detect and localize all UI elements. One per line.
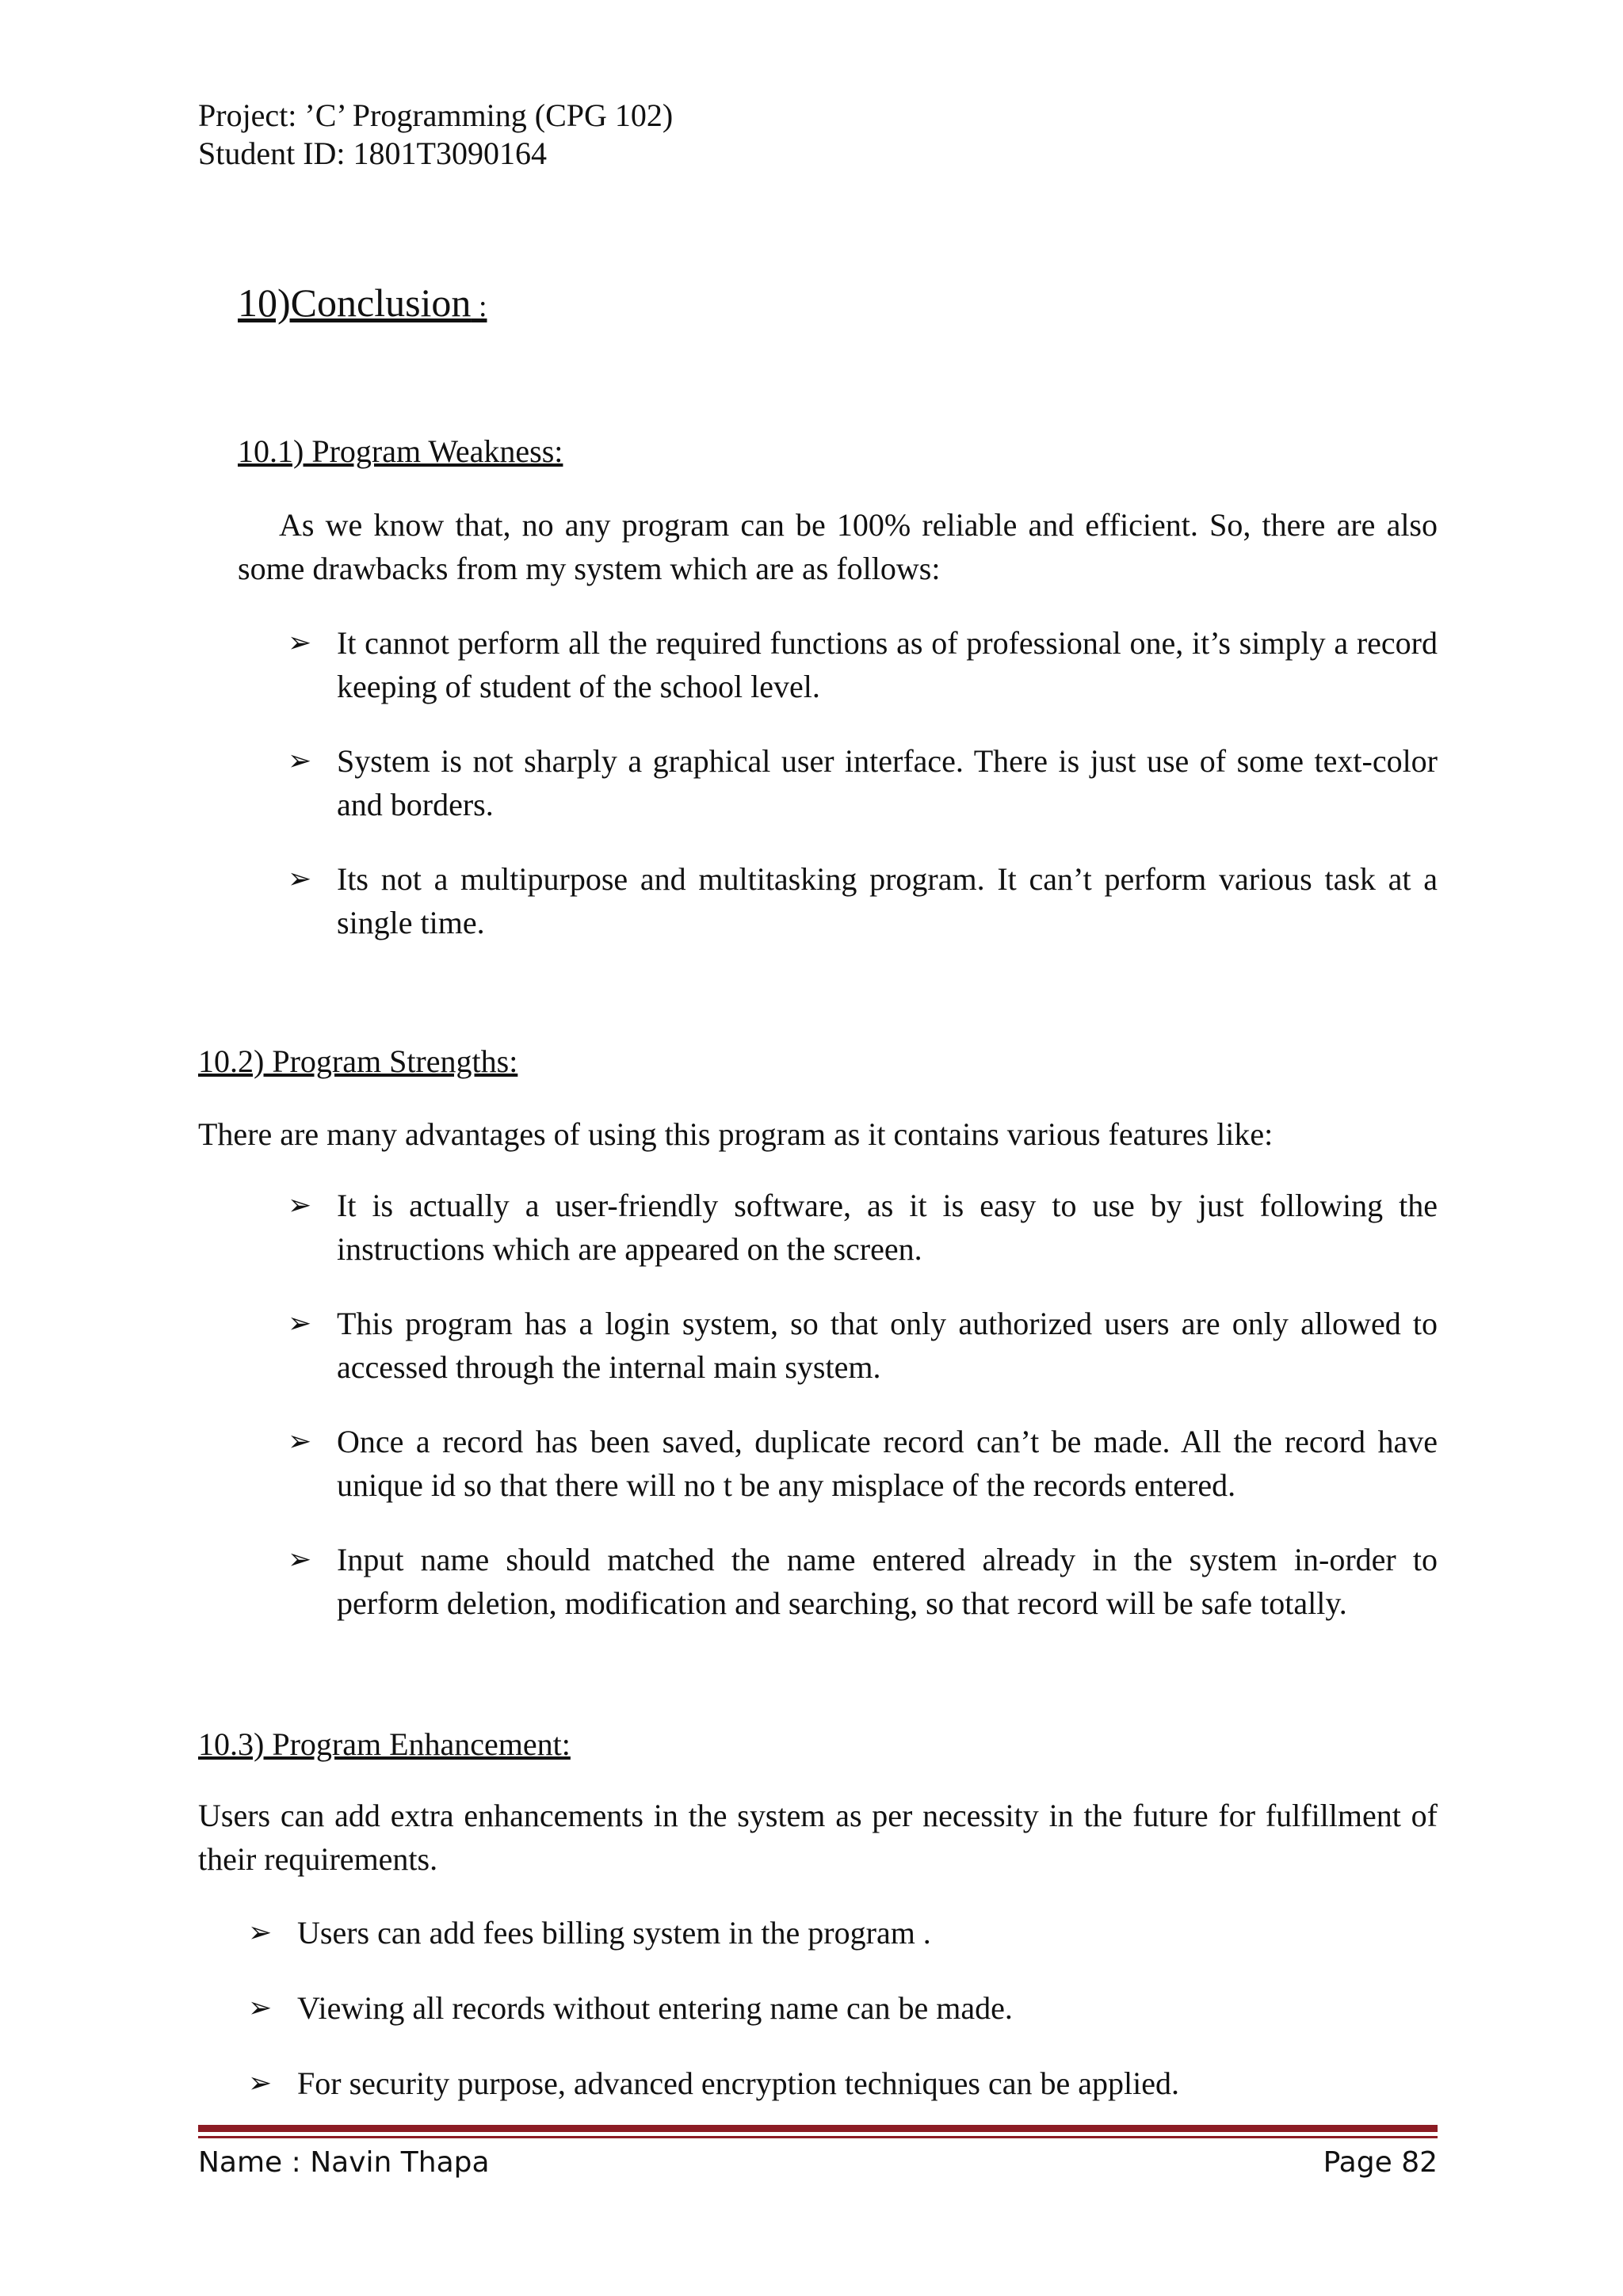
strengths-item [288,1184,1438,1271]
enhancement-item-text: For security purpose, advanced encryption techniques can be applied. [297,2065,1179,2101]
strengths-intro: There are many advantages of using this program as it contains various features like: [198,1116,1274,1152]
author-name: Name : Navin Thapa [198,2146,490,2179]
arrow-bullet-icon: ➢ [288,1189,312,1222]
weakness-intro: As we know that, no any program can be 100% reliable and efficient. So, there are also some drawbacks from my system which are as follows: [238,507,1438,586]
strengths-item [288,1420,1438,1507]
conclusion-heading [238,279,487,330]
conclusion-title: 10)Conclusion [238,280,472,325]
weakness-item [288,621,1438,708]
arrow-bullet-icon: ➢ [248,2067,273,2100]
arrow-bullet-icon: ➢ [288,745,312,777]
page-number: Page 82 [1323,2146,1438,2179]
strengths-item-text: It is actually a user-friendly software, as it is easy to use by just following the instructions which are appeared on the screen. [337,1188,1438,1267]
weakness-item-text: Its not a multipurpose and multitasking program. It can’t perform various task at a single time. [337,861,1438,940]
strengths-item [288,1302,1438,1389]
page-footer [198,2144,1438,2182]
enhancement-heading: 10.3) Program Enhancement: [198,1726,571,1762]
enhancement-item [248,1911,1438,1955]
weakness-item [288,739,1438,826]
enhancement-item [248,2061,1438,2105]
project-title: Project: ’C’ Programming (CPG 102) [198,97,674,133]
footer-rule-thin [198,2136,1438,2138]
arrow-bullet-icon: ➢ [288,1425,312,1458]
enhancement-item-text: Users can add fees billing system in the program . [297,1915,931,1951]
conclusion-colon: : [471,290,487,323]
weakness-item-text: System is not sharply a graphical user interface. There is just use of some text-color and borders. [337,743,1438,822]
strengths-item-text: Once a record has been saved, duplicate record can’t be made. All the record have unique id so that there will no t be any misplace of the records entered. [337,1424,1438,1503]
strengths-item-text: This program has a login system, so that only authorized users are only allowed to accessed through the internal main system. [337,1306,1438,1385]
arrow-bullet-icon: ➢ [248,1917,273,1949]
weakness-item-text: It cannot perform all the required functions as of professional one, it’s simply a record keeping of student of the school level. [337,625,1438,704]
strengths-item [288,1538,1438,1625]
arrow-bullet-icon: ➢ [288,627,312,659]
student-id: Student ID: 1801T3090164 [198,135,547,171]
arrow-bullet-icon: ➢ [288,863,312,895]
weakness-heading: 10.1) Program Weakness: [238,433,563,469]
enhancement-item-text: Viewing all records without entering name can be made. [297,1990,1013,2026]
weakness-item [288,857,1438,944]
strengths-heading: 10.2) Program Strengths: [198,1043,518,1079]
page-header [198,97,673,173]
strengths-item-text: Input name should matched the name entered already in the system in-order to perform deletion, modification and searching, so that record will be safe totally. [337,1542,1438,1621]
enhancement-intro: Users can add extra enhancements in the system as per necessity in the future for fulfillment of their requirements. [198,1798,1438,1877]
arrow-bullet-icon: ➢ [288,1307,312,1340]
arrow-bullet-icon: ➢ [288,1543,312,1576]
enhancement-item [248,1986,1438,2030]
footer-rule-thick [198,2125,1438,2132]
arrow-bullet-icon: ➢ [248,1992,273,2024]
